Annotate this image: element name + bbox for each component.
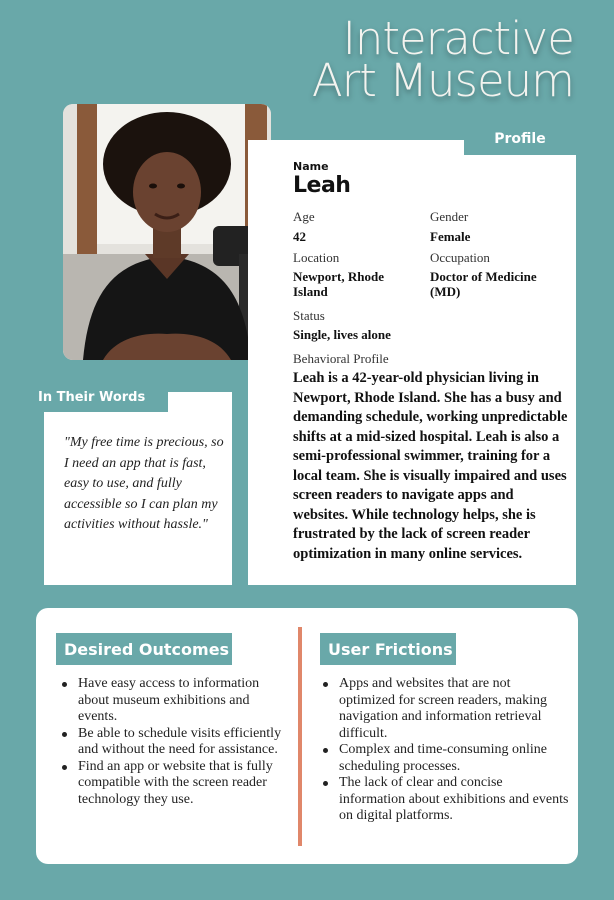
occupation-label: Occupation — [430, 250, 490, 265]
profile-card-top-strip — [272, 140, 464, 155]
persona-portrait-image — [63, 104, 271, 360]
persona-photo — [63, 104, 271, 360]
persona-quote: "My free time is precious, so I need an app that is fast, easy to use, and fully accessible so I can plan my activities without hassle." — [64, 435, 224, 532]
profile-tab: Profile — [494, 131, 546, 147]
behavioral-profile-label: Behavioral Profile — [293, 351, 389, 366]
list-item: Be able to schedule visits efficiently and without the need for assistance. — [58, 726, 290, 759]
location-label: Location — [293, 250, 340, 265]
list-item: Have easy access to information about museum exhibitions and events. — [58, 676, 290, 726]
user-frictions-heading: User Frictions — [320, 633, 456, 665]
title-line-2: Art Museum — [311, 54, 574, 107]
gender-value: Female — [430, 229, 471, 244]
section-divider — [298, 627, 302, 846]
behavioral-profile-text: Leah is a 42-year-old physician living in Newport, Rhode Island. She has a busy and demanding schedule, working unpredictable shifts at a mid-sized hospital. Leah is also a semi-professional swimmer, training for a local team. She is visually impaired and uses screen readers to navigate apps and websites. While technology helps, she is frustrated by the lack of screen reader optimization in many online services. — [293, 370, 568, 562]
age-label: Age — [293, 209, 315, 224]
list-item: The lack of clear and concise information about exhibitions and events on digital platforms. — [319, 775, 569, 825]
location-value: Newport, Rhode Island — [293, 269, 384, 299]
desired-outcomes-list — [58, 676, 290, 808]
gender-label: Gender — [430, 209, 469, 224]
occupation-value: Doctor of Medicine (MD) — [430, 269, 537, 299]
list-item: Find an app or website that is fully compatible with the screen reader technology they use. — [58, 759, 290, 809]
list-item: Complex and time-consuming online scheduling processes. — [319, 742, 569, 775]
title-line-1: Interactive — [342, 12, 574, 65]
name-label: Name — [293, 160, 329, 173]
status-value: Single, lives alone — [293, 327, 391, 342]
in-their-words-tab: In Their Words — [30, 383, 168, 412]
user-frictions-list — [319, 676, 569, 825]
page-title — [311, 12, 574, 107]
list-item: Apps and websites that are not optimized for screen readers, making navigation and information retrieval difficult. — [319, 676, 569, 742]
name-value: Leah — [293, 173, 351, 198]
age-value: 42 — [293, 229, 306, 244]
status-label: Status — [293, 308, 325, 323]
desired-outcomes-heading: Desired Outcomes — [56, 633, 232, 665]
